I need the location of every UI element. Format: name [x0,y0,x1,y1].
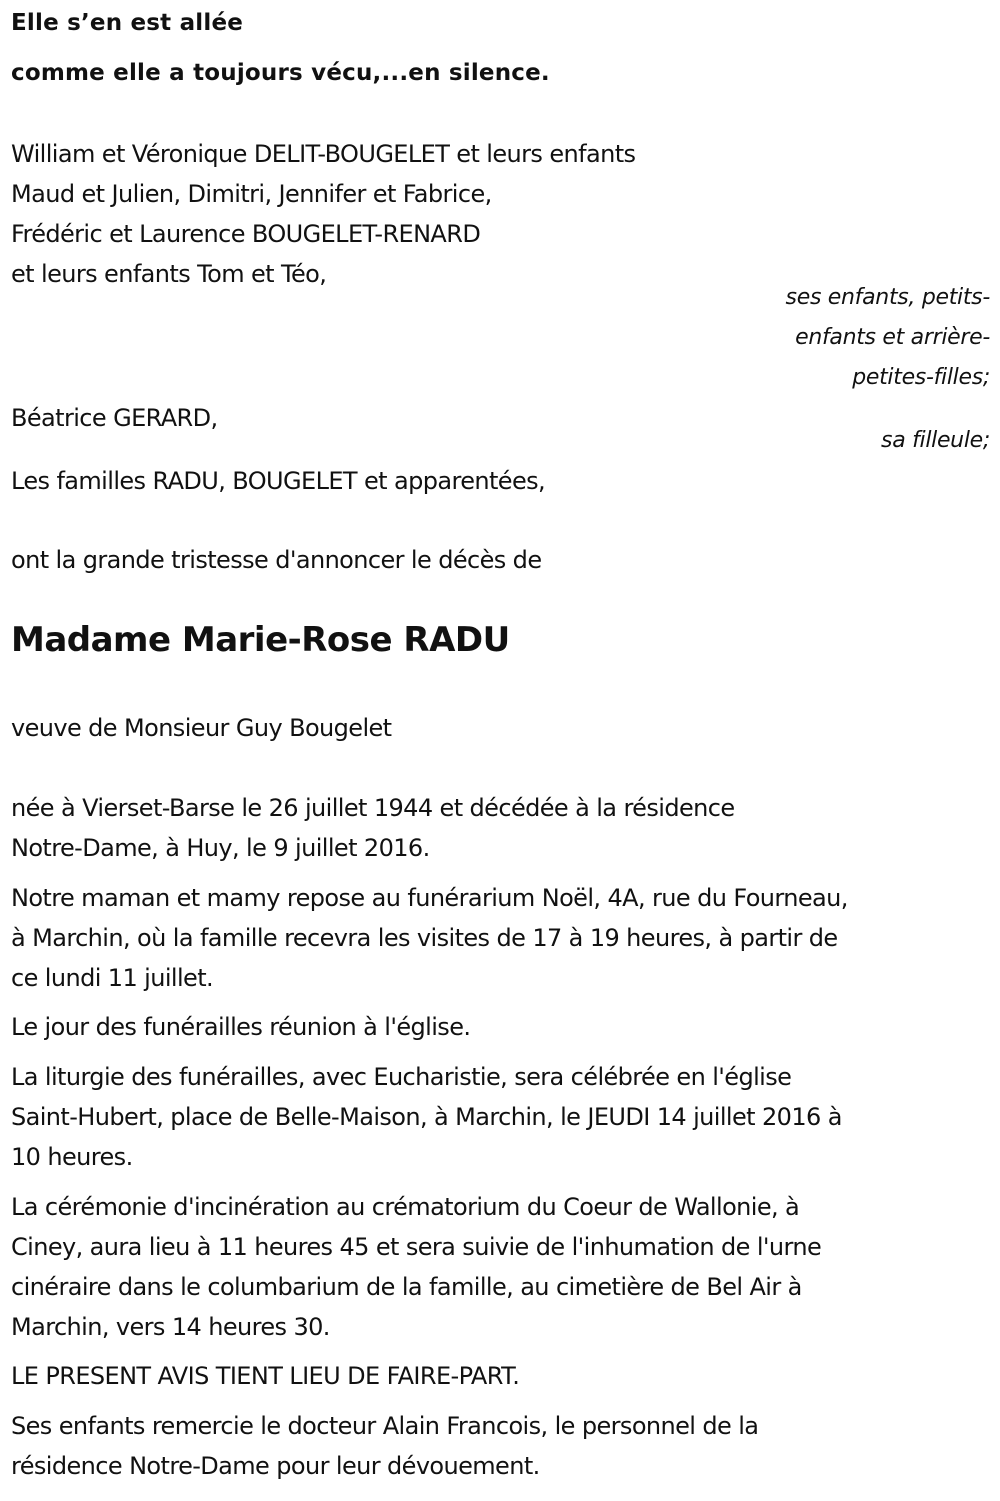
children-line: Maud et Julien, Dimitri, Jennifer et Fabrice, [11,180,492,208]
paragraph-line: cinéraire dans le columbarium de la famille, au cimetière de Bel Air à [11,1273,802,1301]
paragraph-line: Saint-Hubert, place de Belle-Maison, à Marchin, le JEUDI 14 juillet 2016 à [11,1103,842,1131]
children-list [11,134,635,294]
paragraph-line: La liturgie des funérailles, avec Eucharistie, sera célébrée en l'église [11,1063,792,1091]
paragraph-line: LE PRESENT AVIS TIENT LIEU DE FAIRE-PART. [11,1362,520,1390]
thanks-paragraph [11,1406,758,1486]
epigraph-line-2: comme elle a toujours vécu,...en silence. [11,60,550,86]
liturgy-paragraph [11,1057,842,1177]
widow-of: veuve de Monsieur Guy Bougelet [11,714,392,742]
cremation-paragraph [11,1187,821,1347]
notice-paragraph [11,1356,519,1396]
paragraph-line: Ciney, aura lieu à 11 heures 45 et sera suivie de l'inhumation de l'urne [11,1233,822,1261]
paragraph-line: La cérémonie d'incinération au crématorium du Coeur de Wallonie, à [11,1193,800,1221]
children-line: Frédéric et Laurence BOUGELET-RENARD [11,220,481,248]
birth-death-paragraph [11,788,735,868]
role-line: ses enfants, petits- [785,285,990,310]
related-families: Les familles RADU, BOUGELET et apparentées, [11,467,546,495]
paragraph-line: Le jour des funérailles réunion à l'église. [11,1013,471,1041]
children-line: William et Véronique DELIT-BOUGELET et leurs enfants [11,140,636,168]
paragraph-line: Marchin, vers 14 heures 30. [11,1313,330,1341]
rest-paragraph [11,878,848,998]
role-line: enfants et arrière- [795,325,990,350]
deceased-name: Madame Marie-Rose RADU [11,620,510,660]
paragraph-line: à Marchin, où la famille recevra les visites de 17 à 19 heures, à partir de [11,924,838,952]
paragraph-line: résidence Notre-Dame pour leur dévouement. [11,1452,540,1480]
goddaughter-name: Béatrice GERARD, [11,404,218,432]
goddaughter-role: sa filleule; [881,428,990,453]
children-role [786,278,990,398]
role-line: petites-filles; [852,365,990,390]
meeting-paragraph [11,1007,470,1047]
announcement-text: ont la grande tristesse d'annoncer le décès de [11,546,542,574]
epigraph-line-1: Elle s’en est allée [11,10,244,36]
children-line: et leurs enfants Tom et Téo, [11,260,327,288]
paragraph-line: Ses enfants remercie le docteur Alain Francois, le personnel de la [11,1412,759,1440]
paragraph-line: née à Vierset-Barse le 26 juillet 1944 et décédée à la résidence [11,794,735,822]
paragraph-line: 10 heures. [11,1143,133,1171]
paragraph-line: Notre-Dame, à Huy, le 9 juillet 2016. [11,834,430,862]
paragraph-line: Notre maman et mamy repose au funérarium Noël, 4A, rue du Fourneau, [11,884,848,912]
paragraph-line: ce lundi 11 juillet. [11,964,214,992]
